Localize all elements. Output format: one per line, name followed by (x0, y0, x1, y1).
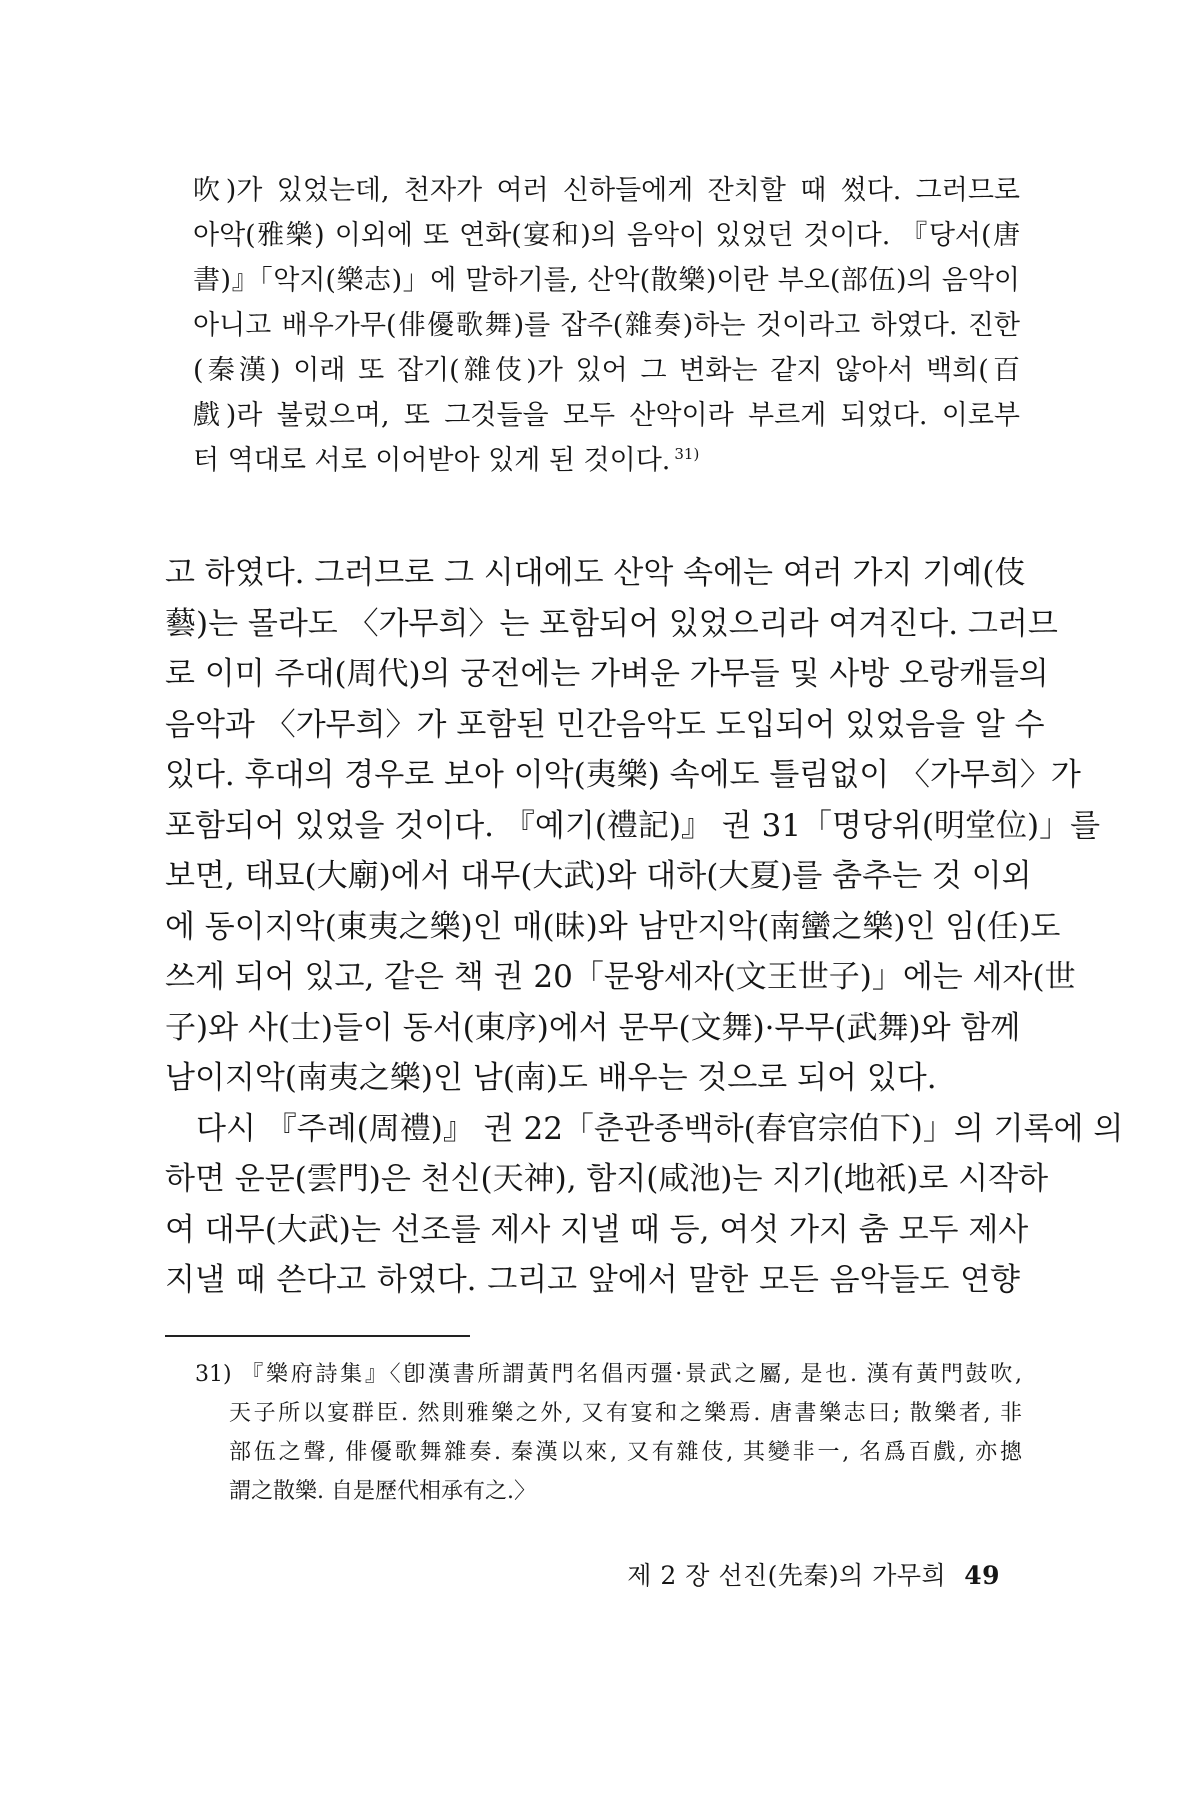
body-line: 로 이미 주대(周代)의 궁전에는 가벼운 가무들 및 사방 오랑캐들의 (165, 656, 1049, 692)
footnote-reference[interactable]: 31) (674, 445, 700, 463)
body-line: 있다. 후대의 경우로 보아 이악(夷樂) 속에도 틀림없이 〈가무희〉가 (165, 757, 1081, 793)
quote-line-text: 터 역대로 서로 이어받아 있게 된 것이다. (193, 445, 671, 476)
body-line: 보면, 태묘(大廟)에서 대무(大武)와 대하(大夏)를 춤추는 것 이외 (165, 858, 1032, 894)
footnote-separator (165, 1335, 470, 1337)
body-line: 지낼 때 쓴다고 하였다. 그리고 앞에서 말한 모든 음악들도 연향 (165, 1262, 1020, 1298)
body-line: 여 대무(大武)는 선조를 제사 지낼 때 등, 여섯 가지 춤 모두 제사 (165, 1211, 1029, 1248)
body-line: 子)와 사(士)들이 동서(東序)에서 문무(文舞)·무무(武舞)와 함께 (165, 1009, 1021, 1046)
quote-line: 書)』「악지(樂志)」에 말하기를, 산악(散樂)이란 부오(部伍)의 음악이 (193, 265, 1020, 296)
paragraph-first-line: 다시 『주례(周禮)』 권 22「춘관종백하(春官宗伯下)」의 기록에 의 (196, 1110, 1124, 1147)
body-text (165, 548, 1124, 1306)
page-number: 49 (964, 1561, 1000, 1590)
body-line: 藝)는 몰라도 〈가무희〉는 포함되어 있었으리라 여겨진다. 그러므 (165, 605, 1058, 642)
body-line: 남이지악(南夷之樂)인 남(南)도 배우는 것으로 되어 있다. (165, 1060, 937, 1096)
body-line: 쓰게 되어 있고, 같은 책 권 20「문왕세자(文王世子)」에는 세자(世 (165, 959, 1076, 995)
quote-last-line (193, 438, 1020, 483)
footnote-line: 部伍之聲, 俳優歌舞雜奏. 秦漢以來, 又有雜伎, 其變非一, 名爲百戲, 亦摠 (229, 1440, 1022, 1465)
footnote-line: 謂之散樂. 自是歷代相承有之.〉 (229, 1479, 536, 1504)
body-line: 음악과 〈가무희〉가 포함된 민간음악도 도입되어 있었음을 알 수 (165, 706, 1045, 743)
body-line: 하면 운문(雲門)은 천신(天神), 함지(咸池)는 지기(地祇)로 시작하 (165, 1161, 1049, 1197)
footnote-line: 天子所以宴群臣. 然則雅樂之外, 又有宴和之樂焉. 唐書樂志曰; 散樂者, 非 (229, 1401, 1022, 1426)
footnote-line: 31) 『樂府詩集』〈卽漢書所謂黃門名倡丙彊·景武之屬, 是也. 漢有黃門鼓吹, (195, 1362, 1022, 1387)
running-footer (627, 1556, 1000, 1592)
block-quotation (193, 168, 1020, 483)
chapter-title: 제 2 장 선진(先秦)의 가무희 (627, 1561, 947, 1590)
body-line: 에 동이지악(東夷之樂)인 매(昧)와 남만지악(南蠻之樂)인 임(任)도 (165, 908, 1061, 945)
quote-line: 吹)가 있었는데, 천자가 여러 신하들에게 잔치할 때 썼다. 그러므로 (193, 175, 1020, 206)
quote-line: (秦漢) 이래 또 잡기(雜伎)가 있어 그 변화는 같지 않아서 백희(百 (193, 355, 1020, 386)
body-line: 포함되어 있었을 것이다. 『예기(禮記)』 권 31「명당위(明堂位)」를 (165, 807, 1101, 844)
footnote (195, 1355, 1022, 1511)
quote-line: 戲)라 불렀으며, 또 그것들을 모두 산악이라 부르게 되었다. 이로부 (193, 400, 1020, 431)
quote-line: 아니고 배우가무(俳優歌舞)를 잡주(雜奏)하는 것이라고 하였다. 진한 (193, 310, 1020, 341)
body-line: 고 하였다. 그러므로 그 시대에도 산악 속에는 여러 가지 기예(伎 (165, 555, 1026, 591)
quote-line: 아악(雅樂) 이외에 또 연화(宴和)의 음악이 있었던 것이다. 『당서(唐 (193, 220, 1020, 251)
